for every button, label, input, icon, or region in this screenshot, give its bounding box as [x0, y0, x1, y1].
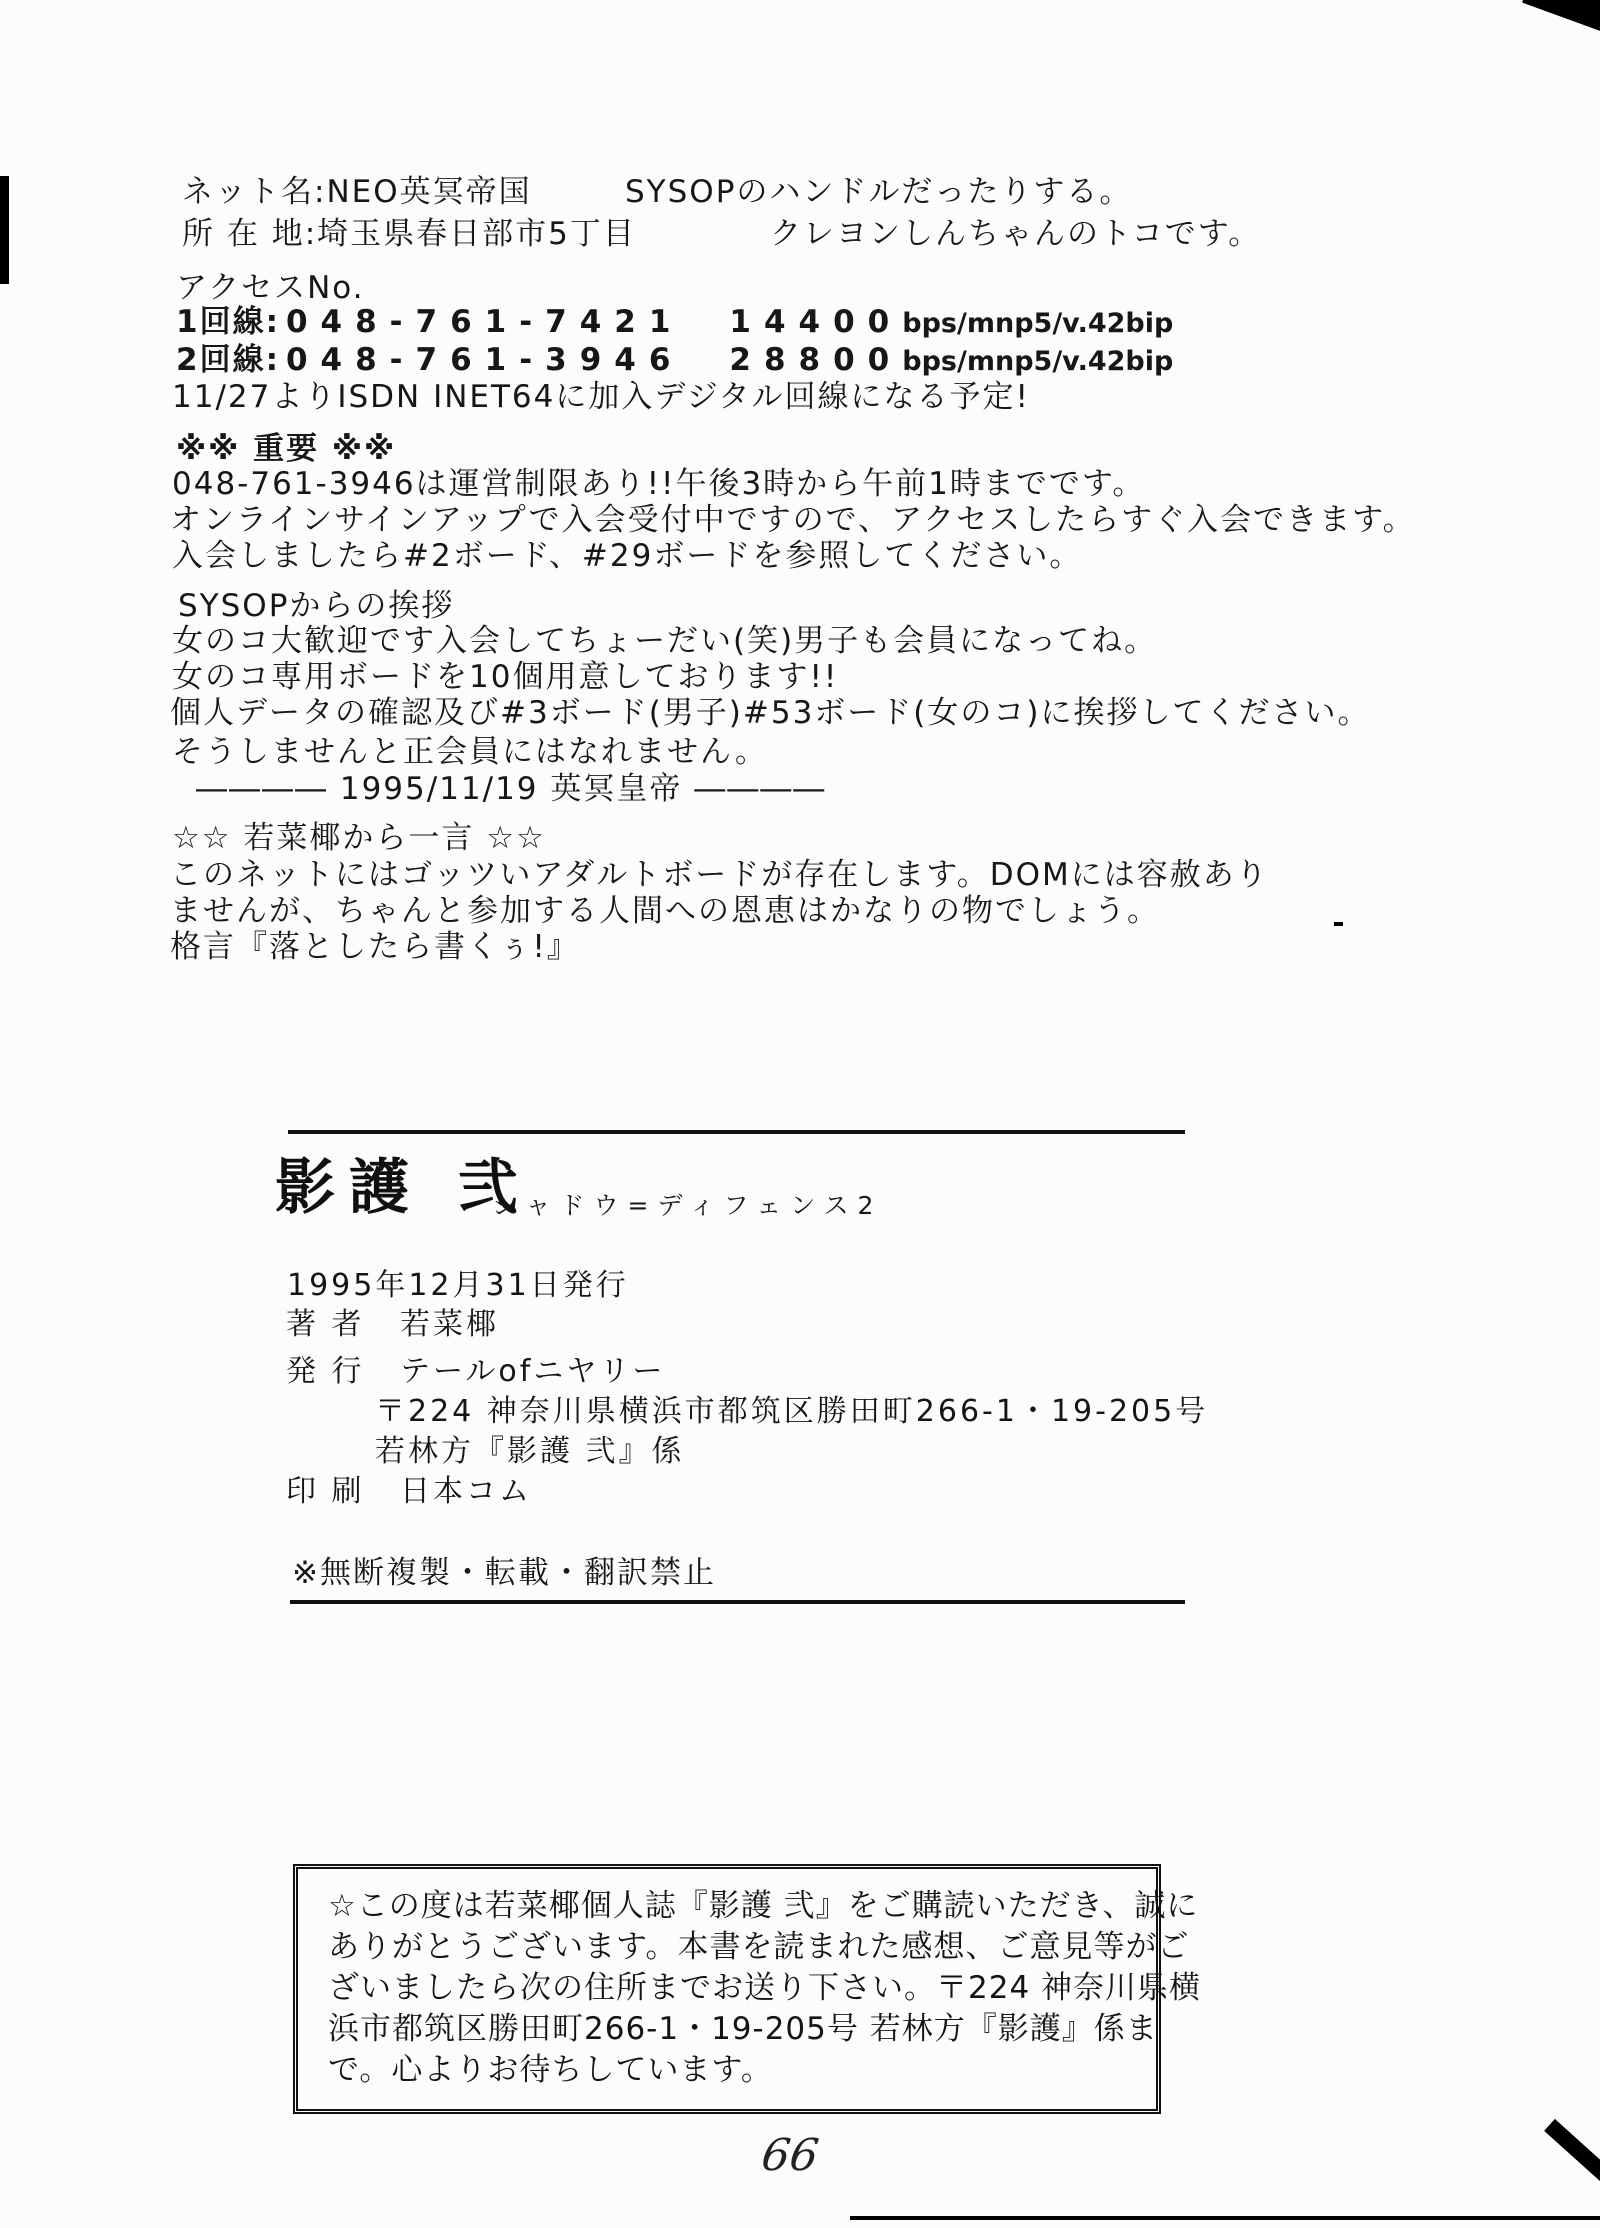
publish-date: 1995年12月31日発行	[287, 1268, 629, 1303]
scan-artifact-speck	[1334, 922, 1343, 926]
author-label: 著 者	[286, 1307, 365, 1342]
printer-label: 印 刷	[286, 1474, 365, 1509]
copyright-notice: ※無断複製・転載・翻訳禁止	[292, 1555, 716, 1591]
printer-value: 日本コム	[400, 1474, 532, 1509]
sysop-line-1: 女のコ大歓迎です入会してちょーだい(笑)男子も会員になってね。	[172, 623, 1158, 659]
isdn-note: 11/27よりISDN INET64に加入デジタル回線になる予定!	[172, 379, 1030, 415]
important-line-3: 入会しましたら#2ボード、#29ボードを参照してください。	[172, 538, 1083, 574]
author-note-heading: ☆☆ 若菜椰から一言 ☆☆	[172, 820, 546, 856]
sysop-line-4: そうしませんと正会員にはなれません。	[172, 734, 768, 770]
important-line-1: 048-761-3946は運営制限あり!!午後3時から午前1時までです。	[172, 466, 1146, 502]
scan-artifact-top-right	[1522, 0, 1600, 44]
scan-artifact-bottom-line	[850, 2216, 1600, 2220]
feedback-line-4: 浜市都筑区勝田町266-1・19-205号 若林方『影護』係ま	[328, 2011, 1158, 2047]
feedback-line-3: ざいましたら次の住所までお送り下さい。〒224 神奈川県横	[328, 1970, 1202, 2006]
scan-artifact-left-edge	[0, 176, 9, 284]
location-label: 所 在 地:埼玉県春日部市5丁目	[182, 216, 636, 252]
sysop-signoff: ―――― 1995/11/19 英冥皇帝 ――――	[196, 771, 827, 807]
feedback-line-2: ありがとうございます。本書を読まれた感想、ご意見等がご	[328, 1929, 1190, 1965]
sysop-line-2: 女のコ専用ボードを10個用意しております!!	[172, 659, 839, 695]
page-number: 66	[758, 2130, 822, 2181]
net-name-note: SYSOPのハンドルだったりする。	[625, 174, 1133, 210]
colophon-top-divider	[288, 1130, 1185, 1134]
author-value: 若菜椰	[400, 1307, 499, 1342]
author-note-line-3: 格言『落としたら書くぅ!』	[170, 929, 580, 965]
access-line-1-protocol: bps/mnp5/v.42bip	[902, 308, 1174, 339]
book-subtitle: シャドウ=ディフェンス2	[492, 1191, 883, 1220]
important-heading: ※※ 重要 ※※	[176, 431, 397, 467]
feedback-line-1: ☆この度は若菜椰個人誌『影護 弐』をご購読いただき、誠に	[328, 1888, 1199, 1924]
publisher-address-1: 〒224 神奈川県横浜市都筑区勝田町266-1・19-205号	[375, 1394, 1209, 1429]
access-line-1-speed: 14400	[729, 304, 903, 340]
access-line-2-label: 2回線:	[176, 342, 280, 378]
publisher-row	[286, 1346, 665, 1390]
feedback-box	[293, 1864, 1202, 2114]
location-note: クレヨンしんちゃんのトコです。	[770, 216, 1262, 252]
publisher-address-2: 若林方『影護 弐』係	[375, 1434, 685, 1469]
important-line-2: オンラインサインアップで入会受付中ですので、アクセスしたらすぐ入会できます。	[170, 502, 1416, 538]
book-title: 影護 弐	[275, 1153, 532, 1223]
access-number-heading: アクセスNo.	[176, 270, 365, 306]
publisher-label: 発 行	[286, 1354, 365, 1389]
publisher-value: テールofニヤリー	[400, 1354, 666, 1389]
access-line-1-label: 1回線:	[176, 304, 280, 340]
author-note-line-1: このネットにはゴッツいアダルトボードが存在します。DOMには容赦あり	[170, 857, 1269, 893]
author-row	[286, 1299, 499, 1343]
author-note-line-2: ませんが、ちゃんと参加する人間への恩恵はかなりの物でしょう。	[170, 893, 1160, 929]
colophon-bottom-divider	[290, 1600, 1185, 1604]
access-line-1-number: 048-761-7421	[285, 304, 684, 340]
printer-row	[286, 1466, 532, 1510]
access-line-2-protocol: bps/mnp5/v.42bip	[902, 346, 1174, 377]
access-line-2-speed: 28800	[729, 342, 903, 378]
sysop-line-3: 個人データの確認及び#3ボード(男子)#53ボード(女のコ)に挨拶してください。	[170, 695, 1371, 731]
feedback-line-5: で。心よりお待ちしています。	[328, 2052, 773, 2088]
scan-artifact-bottom-right	[1544, 2119, 1600, 2201]
access-line-2-number: 048-761-3946	[285, 342, 684, 378]
sysop-heading: SYSOPからの挨拶	[178, 588, 455, 624]
net-name-label: ネット名:NEO英冥帝国	[182, 174, 532, 210]
